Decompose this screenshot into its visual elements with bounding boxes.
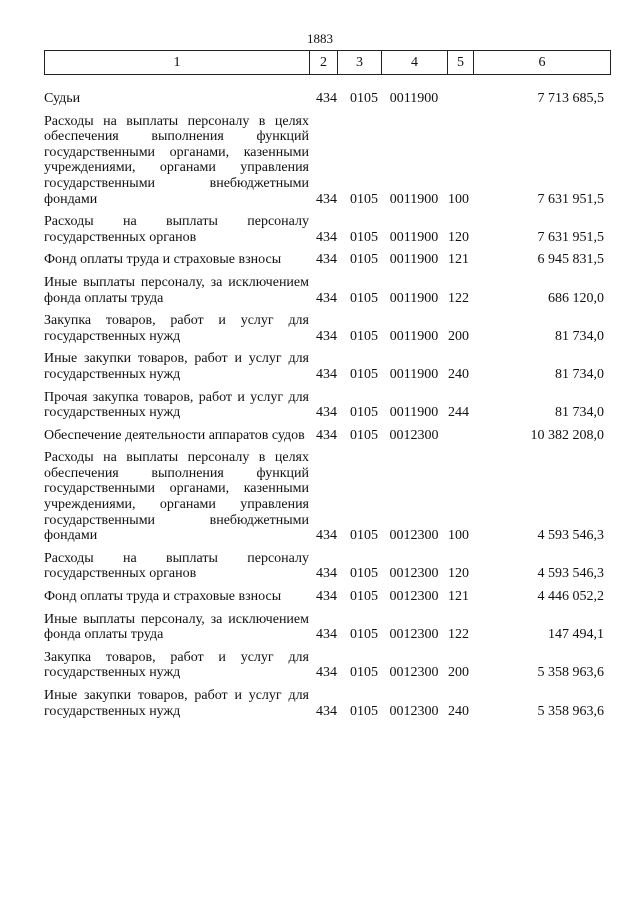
target-article: 0011900 [389, 366, 439, 382]
target-article: 0012300 [389, 427, 439, 443]
row-name: Иные выплаты персоналу, за исключением фонда оплаты труда [44, 611, 309, 643]
row-name: Судьи [44, 91, 81, 106]
target-article: 0012300 [389, 665, 439, 681]
amount: 4 593 546,3 [537, 528, 604, 544]
ministry-code: 434 [316, 427, 337, 443]
section-code: 0105 [350, 627, 378, 643]
row-name: Иные закупки товаров, работ и услуг для государственных нужд [44, 688, 309, 719]
page-number: 1883 [307, 31, 333, 46]
target-article: 0011900 [389, 405, 439, 421]
row-name: Расходы на выплаты персоналу в целях обеспечения выполнения функций государственными органами, казенными учреждениями, органами управления государственными внебюджетными фондами [44, 450, 309, 544]
amount: 4 593 546,3 [537, 566, 604, 582]
section-code: 0105 [350, 528, 378, 544]
target-article: 0012300 [389, 528, 439, 544]
table-row [44, 383, 604, 421]
expense-type [444, 84, 478, 107]
row-name: Закупка товаров, работ и услуг для государственных нужд [44, 649, 309, 681]
expense-type: 121 [448, 252, 469, 268]
header-col-5: 5 [448, 51, 474, 75]
expense-type [444, 421, 478, 444]
target-article: 0011900 [389, 328, 439, 344]
expense-type: 100 [448, 191, 469, 207]
section-code: 0105 [350, 703, 378, 719]
table-row [44, 245, 604, 268]
ministry-code: 434 [316, 91, 337, 106]
amount: 7 713 685,5 [537, 91, 604, 106]
ministry-code: 434 [316, 290, 337, 306]
ministry-code: 434 [316, 328, 337, 344]
target-article: 0012300 [389, 627, 439, 643]
ministry-code: 434 [316, 627, 337, 643]
table-row [44, 544, 604, 582]
table-row [44, 643, 604, 681]
section-code: 0105 [350, 91, 378, 106]
ministry-code: 434 [316, 566, 337, 582]
target-article: 0011900 [389, 252, 439, 268]
row-name: Закупка товаров, работ и услуг для государственных нужд [44, 313, 309, 344]
column-header-table [44, 50, 611, 75]
row-name: Расходы на выплаты персоналу государственных органов [44, 214, 309, 245]
table-row [44, 344, 604, 382]
header-col-1: 1 [45, 51, 310, 75]
table-row [44, 306, 604, 344]
expense-type: 240 [448, 366, 469, 382]
table-row [44, 681, 604, 719]
ministry-code: 434 [316, 528, 337, 544]
target-article: 0012300 [389, 566, 439, 582]
expense-type: 100 [448, 528, 469, 544]
row-name: Иные выплаты персоналу, за исключением фонда оплаты труда [44, 274, 309, 306]
amount: 7 631 951,5 [537, 191, 604, 207]
expense-type: 120 [448, 566, 469, 582]
expense-type: 200 [448, 328, 469, 344]
ministry-code: 434 [316, 252, 337, 268]
table-row [44, 421, 604, 444]
section-code: 0105 [350, 366, 378, 382]
section-code: 0105 [350, 589, 378, 605]
ministry-code: 434 [316, 366, 337, 382]
ministry-code: 434 [316, 405, 337, 421]
target-article: 0011900 [389, 91, 439, 106]
budget-table [44, 84, 604, 719]
row-name: Фонд оплаты труда и страховые взносы [44, 589, 282, 605]
table-row [44, 582, 604, 605]
expense-type: 120 [448, 229, 469, 245]
row-name: Иные закупки товаров, работ и услуг для государственных нужд [44, 351, 309, 382]
table-row [44, 605, 604, 643]
amount: 6 945 831,5 [537, 252, 604, 268]
amount: 686 120,0 [548, 290, 604, 306]
table-row [44, 107, 604, 208]
amount: 147 494,1 [548, 627, 604, 643]
header-col-2: 2 [310, 51, 338, 75]
amount: 10 382 208,0 [530, 427, 604, 443]
row-name: Обеспечение деятельности аппаратов судов [44, 427, 305, 443]
ministry-code: 434 [316, 229, 337, 245]
header-col-3: 3 [338, 51, 382, 75]
section-code: 0105 [350, 566, 378, 582]
section-code: 0105 [350, 665, 378, 681]
target-article: 0011900 [389, 290, 439, 306]
expense-type: 244 [448, 405, 469, 421]
section-code: 0105 [350, 252, 378, 268]
target-article: 0012300 [389, 589, 439, 605]
amount: 5 358 963,6 [537, 703, 604, 719]
section-code: 0105 [350, 427, 378, 443]
table-row [44, 268, 604, 306]
expense-type: 122 [448, 290, 469, 306]
section-code: 0105 [350, 229, 378, 245]
table-row [44, 207, 604, 245]
row-name: Расходы на выплаты персоналу государственных органов [44, 550, 309, 582]
amount: 5 358 963,6 [537, 665, 604, 681]
ministry-code: 434 [316, 191, 337, 207]
ministry-code: 434 [316, 589, 337, 605]
target-article: 0012300 [389, 703, 439, 719]
section-code: 0105 [350, 290, 378, 306]
section-code: 0105 [350, 405, 378, 421]
table-row [44, 84, 604, 107]
target-article: 0011900 [389, 191, 439, 207]
amount: 7 631 951,5 [537, 229, 604, 245]
row-name: Прочая закупка товаров, работ и услуг для государственных нужд [44, 389, 309, 421]
amount: 81 734,0 [555, 366, 604, 382]
header-col-6: 6 [474, 51, 611, 75]
amount: 81 734,0 [555, 405, 604, 421]
row-name: Фонд оплаты труда и страховые взносы [44, 252, 282, 268]
expense-type: 240 [448, 703, 469, 719]
ministry-code: 434 [316, 665, 337, 681]
target-article: 0011900 [389, 229, 439, 245]
expense-type: 200 [448, 665, 469, 681]
amount: 81 734,0 [555, 328, 604, 344]
header-col-4: 4 [382, 51, 448, 75]
section-code: 0105 [350, 191, 378, 207]
section-code: 0105 [350, 328, 378, 344]
row-name: Расходы на выплаты персоналу в целях обеспечения выполнения функций государственными органами, казенными учреждениями, органами управления государственными внебюджетными фондами [44, 113, 309, 207]
amount: 4 446 052,2 [537, 589, 604, 605]
ministry-code: 434 [316, 703, 337, 719]
table-row [44, 443, 604, 544]
expense-type: 121 [448, 589, 469, 605]
expense-type: 122 [448, 627, 469, 643]
